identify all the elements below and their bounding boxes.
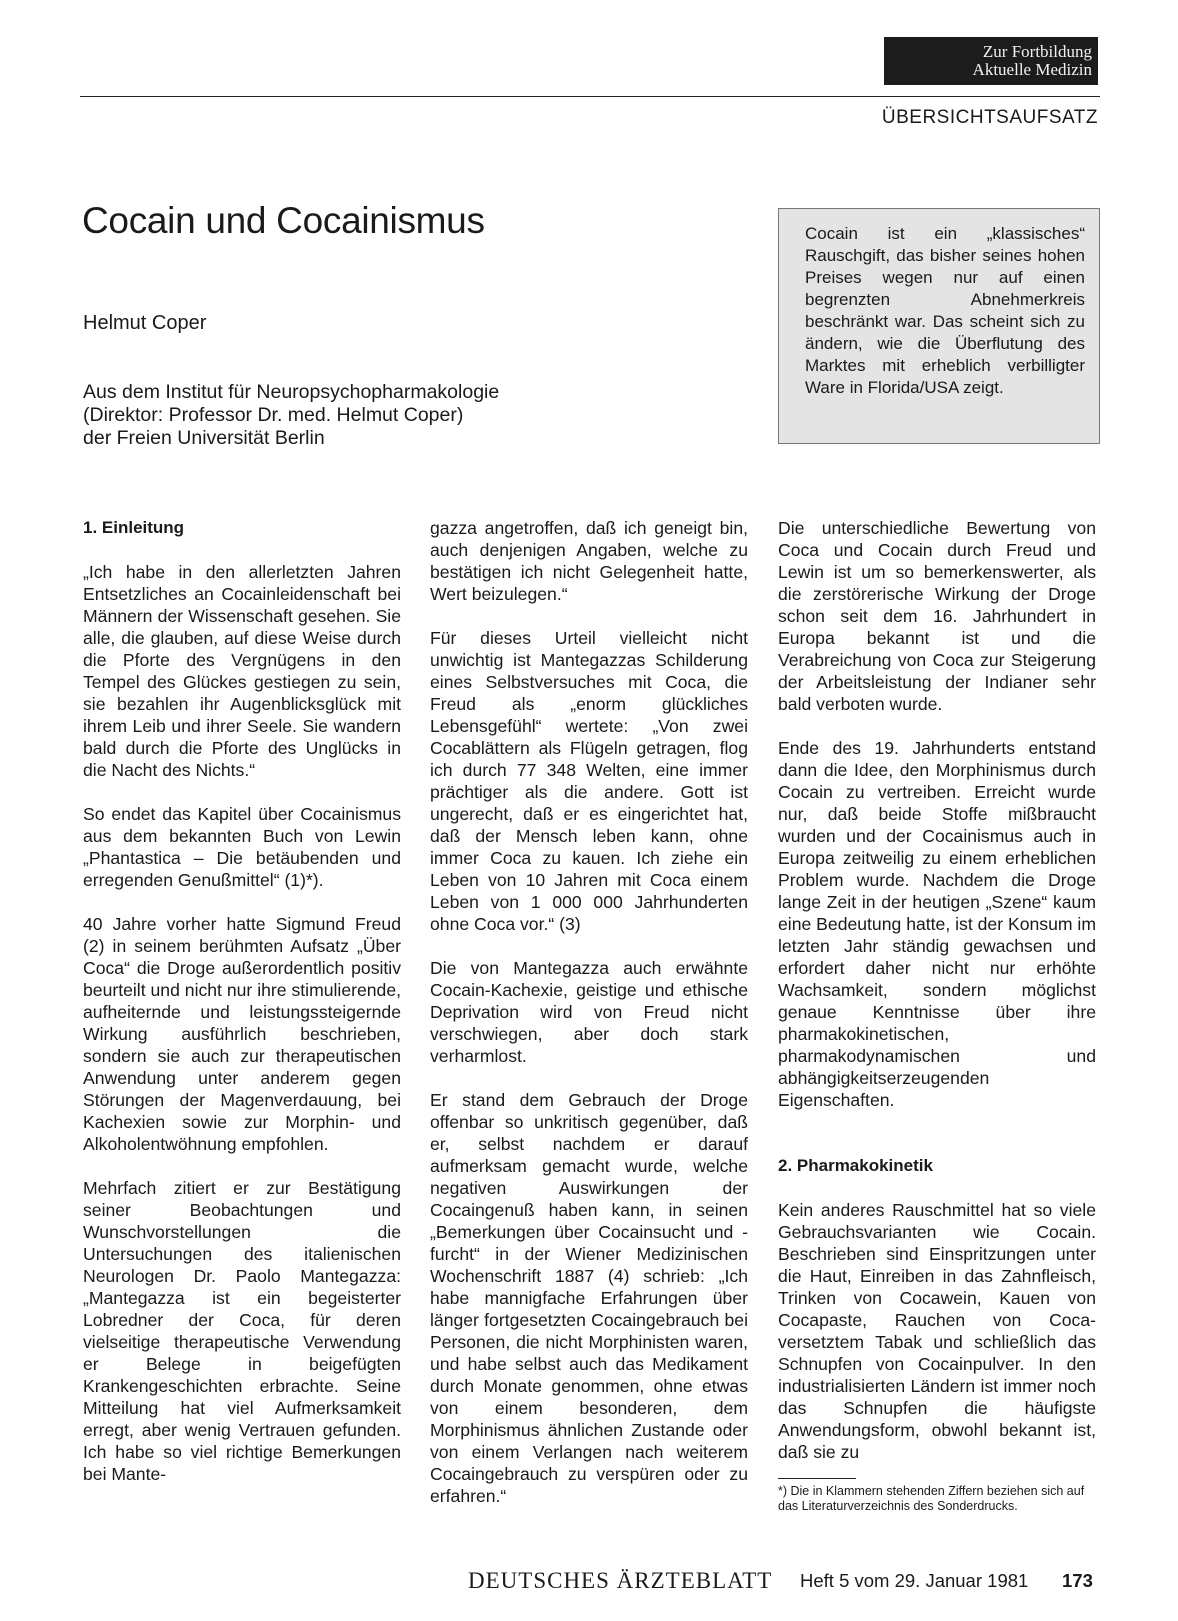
paragraph: So endet das Kapitel über Cocainismus aus dem bekannten Buch von Lewin „Phantastica – Die betäubenden und erregenden Genußmittel“ (1)*). <box>83 804 401 890</box>
paragraph: 40 Jahre vorher hatte Sigmund Freud (2) in seinem berühmten Aufsatz „Über Coca“ die Droge außerordentlich positiv beurteilt und nicht nur ihre stimulierende, aufheiternde und leistungssteigernde Wirkung ausführlich beschrieben, sondern sie auch zur therapeutischen Anwendung unter anderem gegen Störungen der Magenverdauung, bei Kachexien sowie zur Morphin- und Alkoholentwöhnung empfohlen. <box>83 914 402 1154</box>
article-title: Cocain und Cocainismus <box>82 200 485 241</box>
paragraph: Die von Mantegazza auch erwähnte Cocain-Kachexie, geistige und ethische Deprivation wird von Freud nicht verschwiegen, aber doch stark verharmlost. <box>430 958 748 1066</box>
affiliation-line: Aus dem Institut für Neuropsychopharmakologie <box>83 381 500 403</box>
text-column-2 <box>430 517 748 1529</box>
page-number: 173 <box>1062 1570 1093 1591</box>
paragraph: Ende des 19. Jahrhunderts entstand dann die Idee, den Morphinismus durch Cocain zu vertreiben. Erreicht wurde nur, daß beide Stoffe mißbraucht wurden und der Cocainismus auch in Europa zeitweilig zu einem erheblichen Problem wurde. Nachdem die Droge lange Zeit in der heutigen „Szene“ kaum eine Bedeutung hatte, ist der Konsum im letzten Jahr ständig gewachsen und erfordert daher nicht nur erhöhte Wachsamkeit, sondern möglichst genaue Kenntnisse über ihre pharmakokinetischen, pharmakodynamischen und abhängigkeitserzeugenden Eigenschaften. <box>778 738 1096 1110</box>
paragraph: Mehrfach zitiert er zur Bestätigung seiner Beobachtungen und Wunschvorstellungen die Untersuchungen des italienischen Neurologen Dr. Paolo Mantegazza: „Mantegazza ist ein begeisterter Lobredner der Coca, für deren vielseitige therapeutische Verwendung er Belege in beigefügten Krankengeschichten erbrachte. Seine Mitteilung hat viel Aufmerksamkeit erregt, aber wenig Vertrauen gefunden. Ich habe so viel richtige Bemerkungen bei Mante- <box>83 1178 401 1484</box>
paragraph: Für dieses Urteil vielleicht nicht unwichtig ist Mantegazzas Schilderung eines Selbstversuches mit Coca, die Freud als „enorm glückliches Lebensgefühl“ wertete: „Von zwei Cocablättern als Flügeln getragen, flog ich durch 77 348 Welten, eine immer prächtiger als die andere. Gott ist ungerecht, daß er es eingerichtet hat, daß der Mensch leben kann, ohne immer Coca zu kauen. Ich ziehe ein Leben von 10 Jahren mit Coca einem Leben von 1 000 000 Jahrhunderten ohne Coca vor.“ (3) <box>430 628 748 934</box>
text-column-3 <box>778 517 1096 1485</box>
paragraph: gazza angetroffen, daß ich geneigt bin, auch denjenigen Angaben, welche zu bestätigen ich nicht Gelegenheit hatte, Wert beizulegen.“ <box>430 518 748 604</box>
section-heading-pharmacokinetics: 2. Pharmakokinetik <box>778 1156 933 1175</box>
affiliation-line: (Direktor: Professor Dr. med. Helmut Coper) <box>83 404 464 426</box>
section-label: ÜBERSICHTSAUFSATZ <box>881 107 1098 128</box>
footer-issue: Heft 5 vom 29. Januar 1981 <box>800 1570 1029 1591</box>
paragraph: Kein anderes Rauschmittel hat so viele Gebrauchsvarianten wie Cocain. Beschrieben sind Einspritzungen unter die Haut, Einreiben in das Zahnfleisch, Trinken von Cocawein, Kauen von Cocapaste, Rauchen von Coca-versetztem Tabak und schließlich das Schnupfen von Cocainpulver. In den industrialisierten Ländern ist immer noch das Schnupfen die häufigste Anwendungsform, obwohl bekannt ist, daß sie zu <box>778 1200 1096 1462</box>
department-badge <box>884 37 1098 85</box>
footnote-rule <box>778 1478 856 1479</box>
affiliation <box>83 381 499 450</box>
text-column-1 <box>83 517 401 1507</box>
teaser-box: Cocain ist ein „klassisches“ Rauschgift, das bisher seines hohen Preises wegen nur auf einen begrenzten Abnehmerkreis beschränkt war. Das scheint sich zu ändern, wie die Überflutung des Marktes mit erheblich verbilligter Ware in Florida/USA zeigt. <box>778 208 1100 444</box>
badge-line-1: Zur Fortbildung <box>982 42 1092 61</box>
footnote: *) Die in Klammern stehenden Ziffern beziehen sich auf das Literaturverzeichnis des Sonderdrucks. <box>778 1484 1085 1513</box>
paragraph: Er stand dem Gebrauch der Droge offenbar so unkritisch gegenüber, daß er, selbst nachdem er darauf aufmerksam gemacht wurde, welche negativen Auswirkungen der Cocaingenuß haben kann, in seinen „Bemerkungen über Cocainsucht und -furcht“ in der Wiener Medizinischen Wochenschrift 1887 (4) schrieb: „Ich habe mannigfache Erfahrungen über länger fortgesetzten Cocaingebrauch bei Personen, die nicht Morphinisten waren, und habe selbst auch das Medikament durch Monate genommen, ohne etwas von einem besonderen, dem Morphinismus ähnlichen Zustande oder von einem Verlangen nach weiterem Cocaingebrauch zu verspüren oder zu erfahren.“ <box>430 1090 748 1506</box>
header-rule <box>80 96 1100 97</box>
section-heading-introduction: 1. Einleitung <box>83 518 185 537</box>
affiliation-line: der Freien Universität Berlin <box>83 427 325 449</box>
badge-line-2: Aktuelle Medizin <box>972 60 1092 79</box>
footer-journal-name: DEUTSCHES ÄRZTEBLATT <box>468 1568 773 1593</box>
paragraph: „Ich habe in den allerletzten Jahren Entsetzliches an Cocainleidenschaft bei Männern der Wissenschaft gesehen. Sie alle, die glauben, auf diese Weise durch die Pforte des Vergnügens in den Tempel des Glückes gestiegen zu sein, sie bezahlen ihr Augenblicksglück mit ihrem Leib und ihrer Seele. Sie wandern bald durch die Pforte des Unglücks in die Nacht des Nichts.“ <box>83 562 401 780</box>
paragraph: Die unterschiedliche Bewertung von Coca und Cocain durch Freud und Lewin ist um so bemerkenswerter, als die zerstörerische Wirkung der Droge schon seit dem 16. Jahrhundert in Europa bekannt ist und die Verabreichung von Coca zur Steigerung der Arbeitsleistung der Indianer sehr bald verboten wurde. <box>778 518 1096 714</box>
author-name: Helmut Coper <box>83 312 207 334</box>
